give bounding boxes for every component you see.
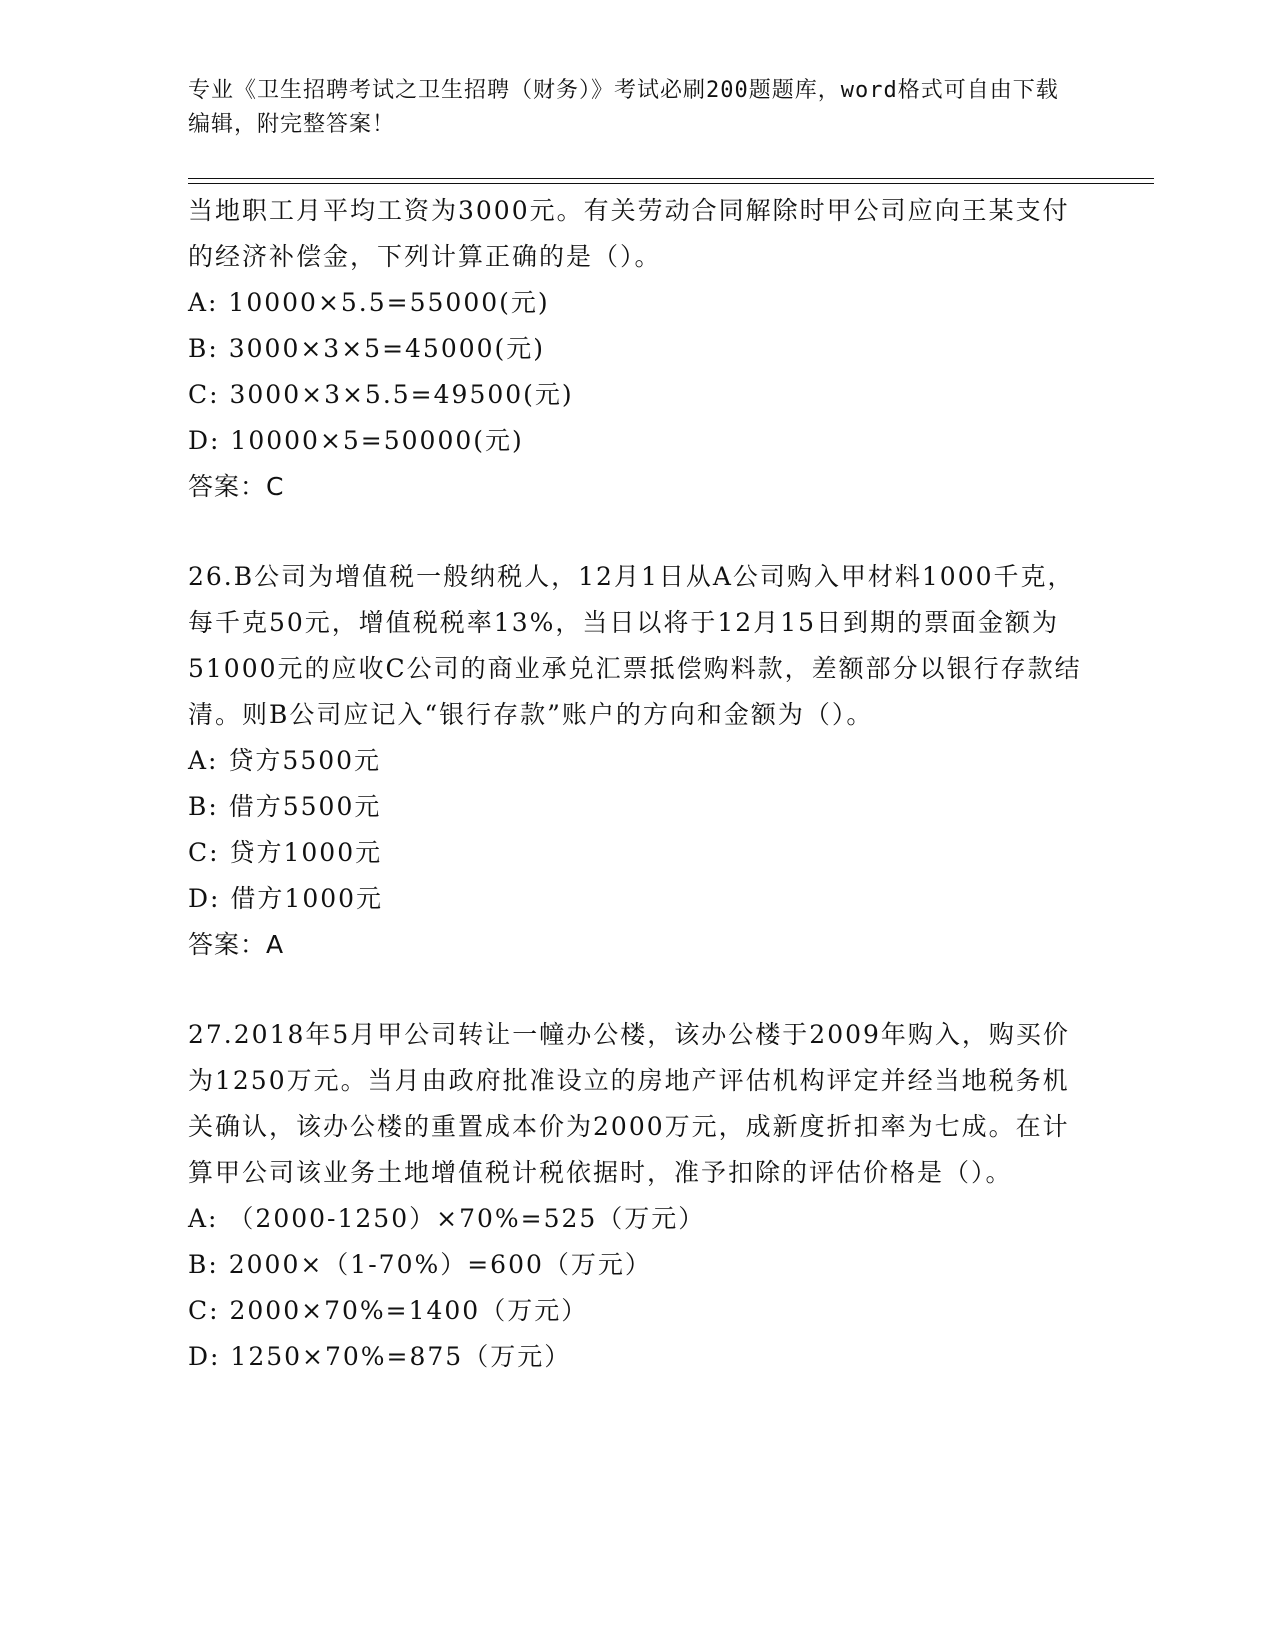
option-a: A: 10000×5.5=55000(元): [188, 288, 550, 317]
document-body: [188, 188, 1088, 1380]
question-gap: [188, 968, 1088, 1012]
option-b: B: 借方5500元: [188, 792, 382, 821]
header-divider-top: [188, 178, 1154, 179]
document-header: 专业《卫生招聘考试之卫生招聘（财务）》考试必刷200题题库，word格式可自由下载编辑，附完整答案！: [188, 78, 1059, 137]
question-26: [188, 554, 1088, 968]
question-text: 27.2018年5月甲公司转让一幢办公楼，该办公楼于2009年购入，购买价为1250万元。当月由政府批准设立的房地产评估机构评定并经当地税务机关确认，该办公楼的重置成本价为2000万元，成新度折扣率为七成。在计算甲公司该业务土地增值税计税依据时，准予扣除的评估价格是（）。: [188, 1020, 1070, 1187]
option-d: D: 10000×5=50000(元): [188, 426, 524, 455]
option-b: B: 3000×3×5=45000(元): [188, 334, 546, 363]
option-b: B: 2000×（1-70%）=600（万元）: [188, 1250, 652, 1279]
question-gap: [188, 510, 1088, 554]
question-text: 当地职工月平均工资为3000元。有关劳动合同解除时甲公司应向王某支付的经济补偿金，下列计算正确的是（）。: [188, 196, 1070, 271]
answer-line: 答案：A: [188, 930, 285, 959]
question-25: [188, 188, 1088, 510]
option-a: A: （2000-1250）×70%=525（万元）: [188, 1204, 706, 1233]
option-c: C: 3000×3×5.5=49500(元): [188, 380, 574, 409]
question-text: 26.B公司为增值税一般纳税人，12月1日从A公司购入甲材料1000千克，每千克50元，增值税税率13%，当日以将于12月15日到期的票面金额为51000元的应收C公司的商业承兑汇票抵偿购料款，差额部分以银行存款结清。则B公司应记入“银行存款”账户的方向和金额为（）。: [188, 562, 1082, 729]
question-27: [188, 1012, 1088, 1380]
header-divider-bottom: [188, 183, 1154, 184]
answer-line: 答案：C: [188, 472, 285, 501]
option-a: A: 贷方5500元: [188, 746, 382, 775]
option-c: C: 贷方1000元: [188, 838, 383, 867]
option-c: C: 2000×70%=1400（万元）: [188, 1296, 589, 1325]
option-d: D: 借方1000元: [188, 884, 384, 913]
option-d: D: 1250×70%=875（万元）: [188, 1342, 572, 1371]
